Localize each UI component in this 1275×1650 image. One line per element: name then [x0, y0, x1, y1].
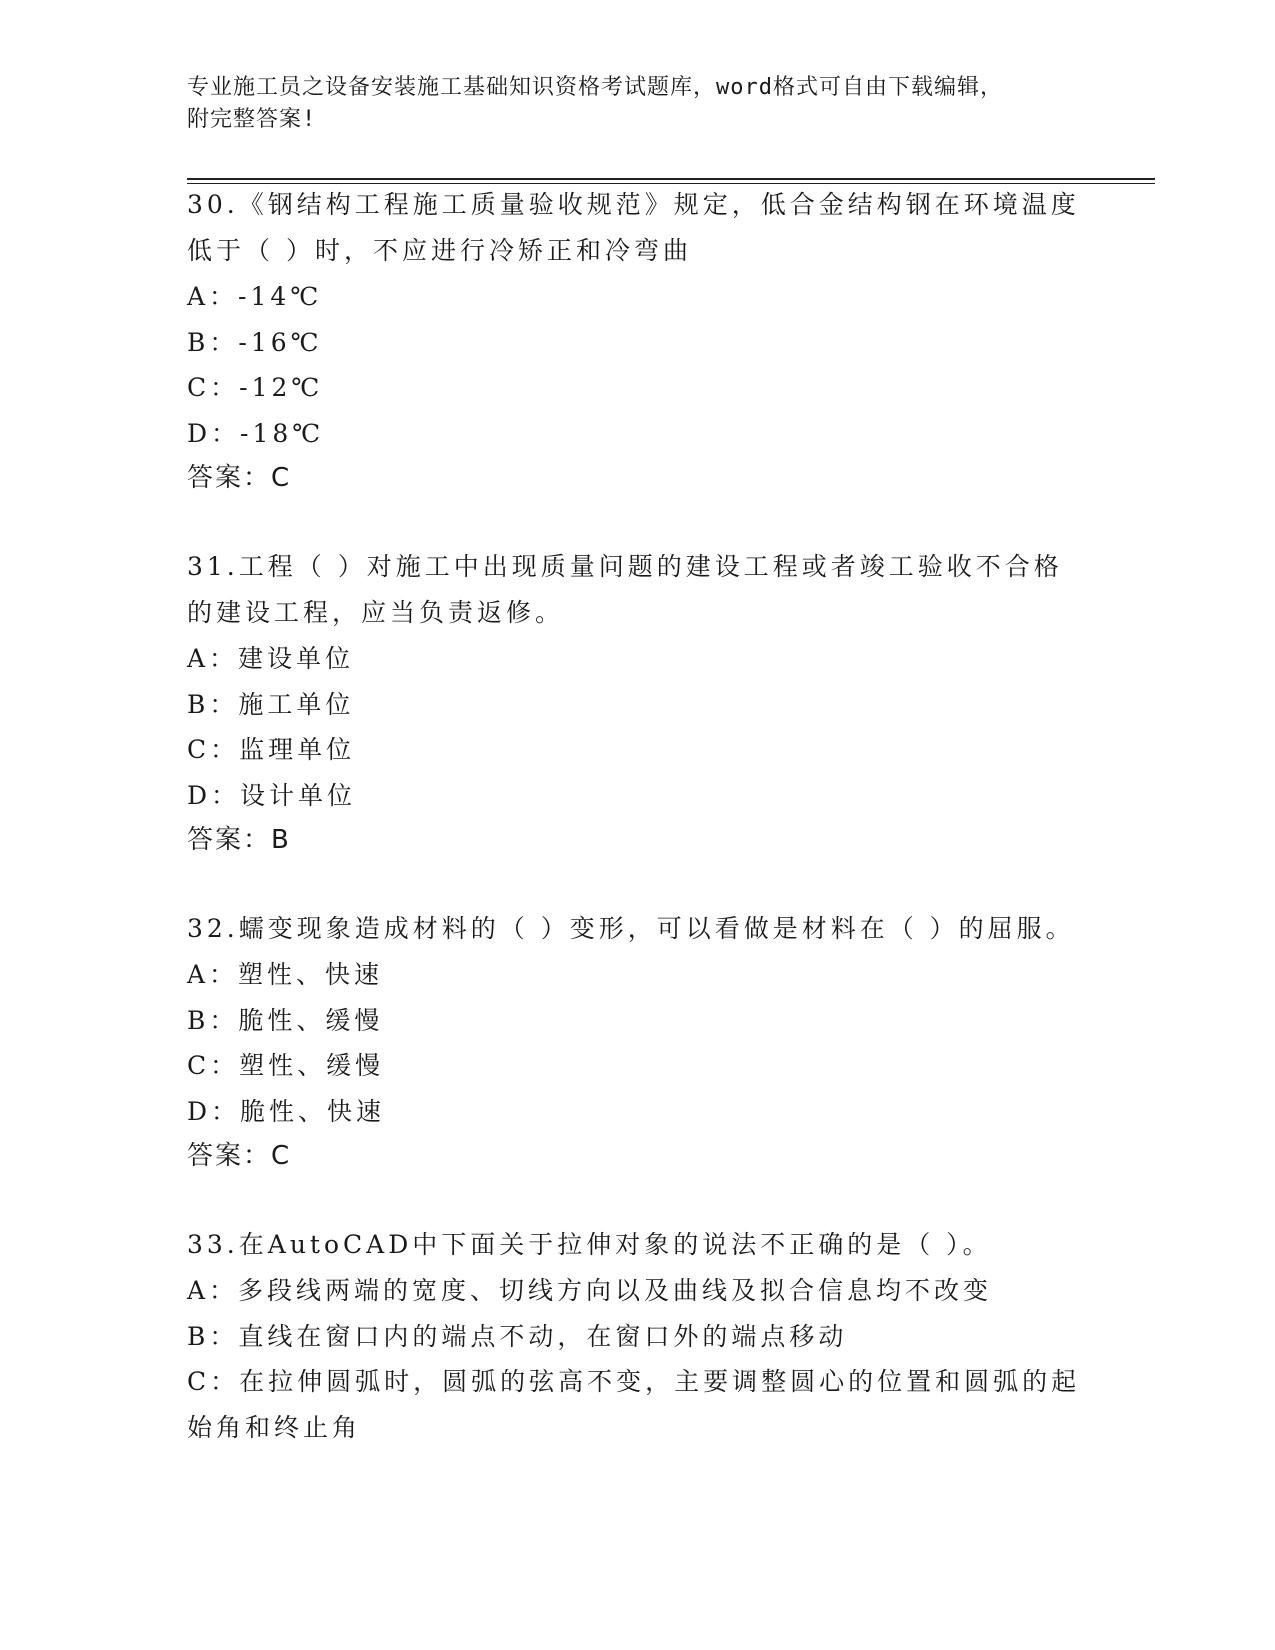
header-divider-thick: [187, 178, 1155, 180]
question-text-line: 32.蠕变现象造成材料的（ ）变形，可以看做是材料在（ ）的屈服。: [187, 914, 1075, 943]
option-b: B：直线在窗口内的端点不动，在窗口外的端点移动: [187, 1321, 848, 1351]
option-a: A：塑性、快速: [187, 960, 384, 989]
answer-label: 答案：B: [187, 825, 291, 855]
option-c: C：监理单位: [187, 735, 356, 764]
option-c-continuation: 始角和终止角: [187, 1412, 362, 1442]
question-text-line: 的建设工程，应当负责返修。: [187, 598, 565, 627]
option-a: A：-14℃: [187, 282, 323, 311]
option-c: C：-12℃: [187, 373, 324, 402]
question-text-line: 30.《钢结构工程施工质量验收规范》规定，低合金结构钢在环境温度: [187, 190, 1080, 219]
option-b: B：施工单位: [187, 689, 355, 719]
option-b: B：脆性、缓慢: [187, 1005, 384, 1035]
option-a: A：建设单位: [187, 644, 355, 673]
question-33: [187, 1222, 1087, 1450]
document-header: [187, 72, 1087, 136]
answer-label: 答案：C: [187, 1141, 292, 1171]
question-32: [187, 906, 1087, 1178]
question-text-line: 33.在AutoCAD中下面关于拉伸对象的说法不正确的是（ ）。: [187, 1230, 992, 1259]
question-31: [187, 544, 1087, 862]
option-a: A：多段线两端的宽度、切线方向以及曲线及拟合信息均不改变: [187, 1276, 993, 1305]
question-text-line: 低于（ ）时，不应进行冷矫正和冷弯曲: [187, 236, 692, 265]
question-30: [187, 182, 1087, 500]
header-line-1: 专业施工员之设备安装施工基础知识资格考试题库，word格式可自由下载编辑，: [187, 75, 1003, 100]
option-c: C：在拉伸圆弧时，圆弧的弦高不变，主要调整圆心的位置和圆弧的起: [187, 1367, 1081, 1396]
header-line-2: 附完整答案!: [187, 107, 317, 132]
option-d: D：脆性、快速: [187, 1096, 386, 1126]
answer-label: 答案：C: [187, 463, 292, 493]
option-d: D：设计单位: [187, 780, 357, 810]
question-text-line: 31.工程（ ）对施工中出现质量问题的建设工程或者竣工验收不合格: [187, 552, 1063, 581]
option-b: B：-16℃: [187, 327, 323, 357]
option-c: C：塑性、缓慢: [187, 1051, 385, 1080]
option-d: D：-18℃: [187, 418, 325, 448]
